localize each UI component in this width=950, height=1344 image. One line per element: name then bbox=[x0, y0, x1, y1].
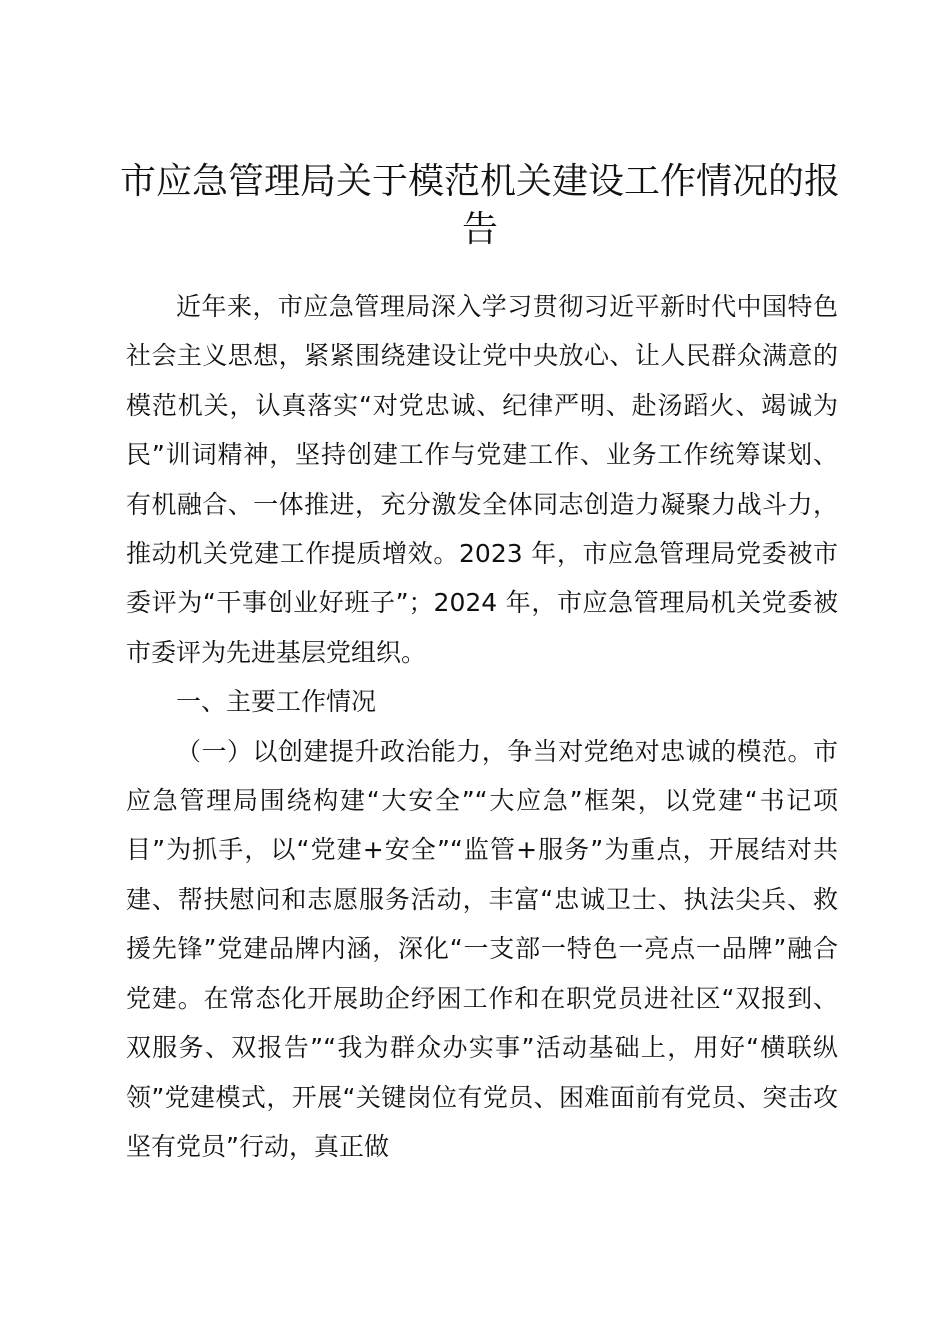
subsection-paragraph: （一）以创建提升政治能力，争当对党绝对忠诚的模范。市应急管理局围绕构建“大安全”“大应急”框架，以党建“书记项目”为抓手，以“党建+安全”“监管+服务”为重点，开展结对共建、帮扶慰问和志愿服务活动，丰富“忠诚卫士、执法尖兵、救援先锋”党建品牌内涵，深化“一支部一特色一亮点一品牌”融合党建。在常态化开展助企纾困工作和在职党员进社区“双报到、双服务、双报告”“我为群众办实事”活动基础上，用好“横联纵领”党建模式，开展“关键岗位有党员、困难面前有党员、突击攻坚有党员”行动，真正做 bbox=[126, 736, 838, 1161]
document-title: 市应急管理局关于模范机关建设工作情况的报告 bbox=[120, 161, 841, 250]
section-heading: 一、主要工作情况 bbox=[176, 687, 377, 717]
document-body bbox=[126, 282, 838, 1171]
intro-paragraph: 近年来，市应急管理局深入学习贯彻习近平新时代中国特色社会主义思想，紧紧围绕建设让党中央放心、让人民群众满意的模范机关，认真落实“对党忠诚、纪律严明、赴汤蹈火、竭诚为民”训词精神，坚持创建工作与党建工作、业务工作统筹谋划、有机融合、一体推进，充分激发全体同志创造力凝聚力战斗力，推动机关党建工作提质增效。2023 年，市应急管理局党委被市委评为“干事创业好班子”；2024 年，市应急管理局机关党委被市委评为先进基层党组织。 bbox=[126, 292, 838, 667]
